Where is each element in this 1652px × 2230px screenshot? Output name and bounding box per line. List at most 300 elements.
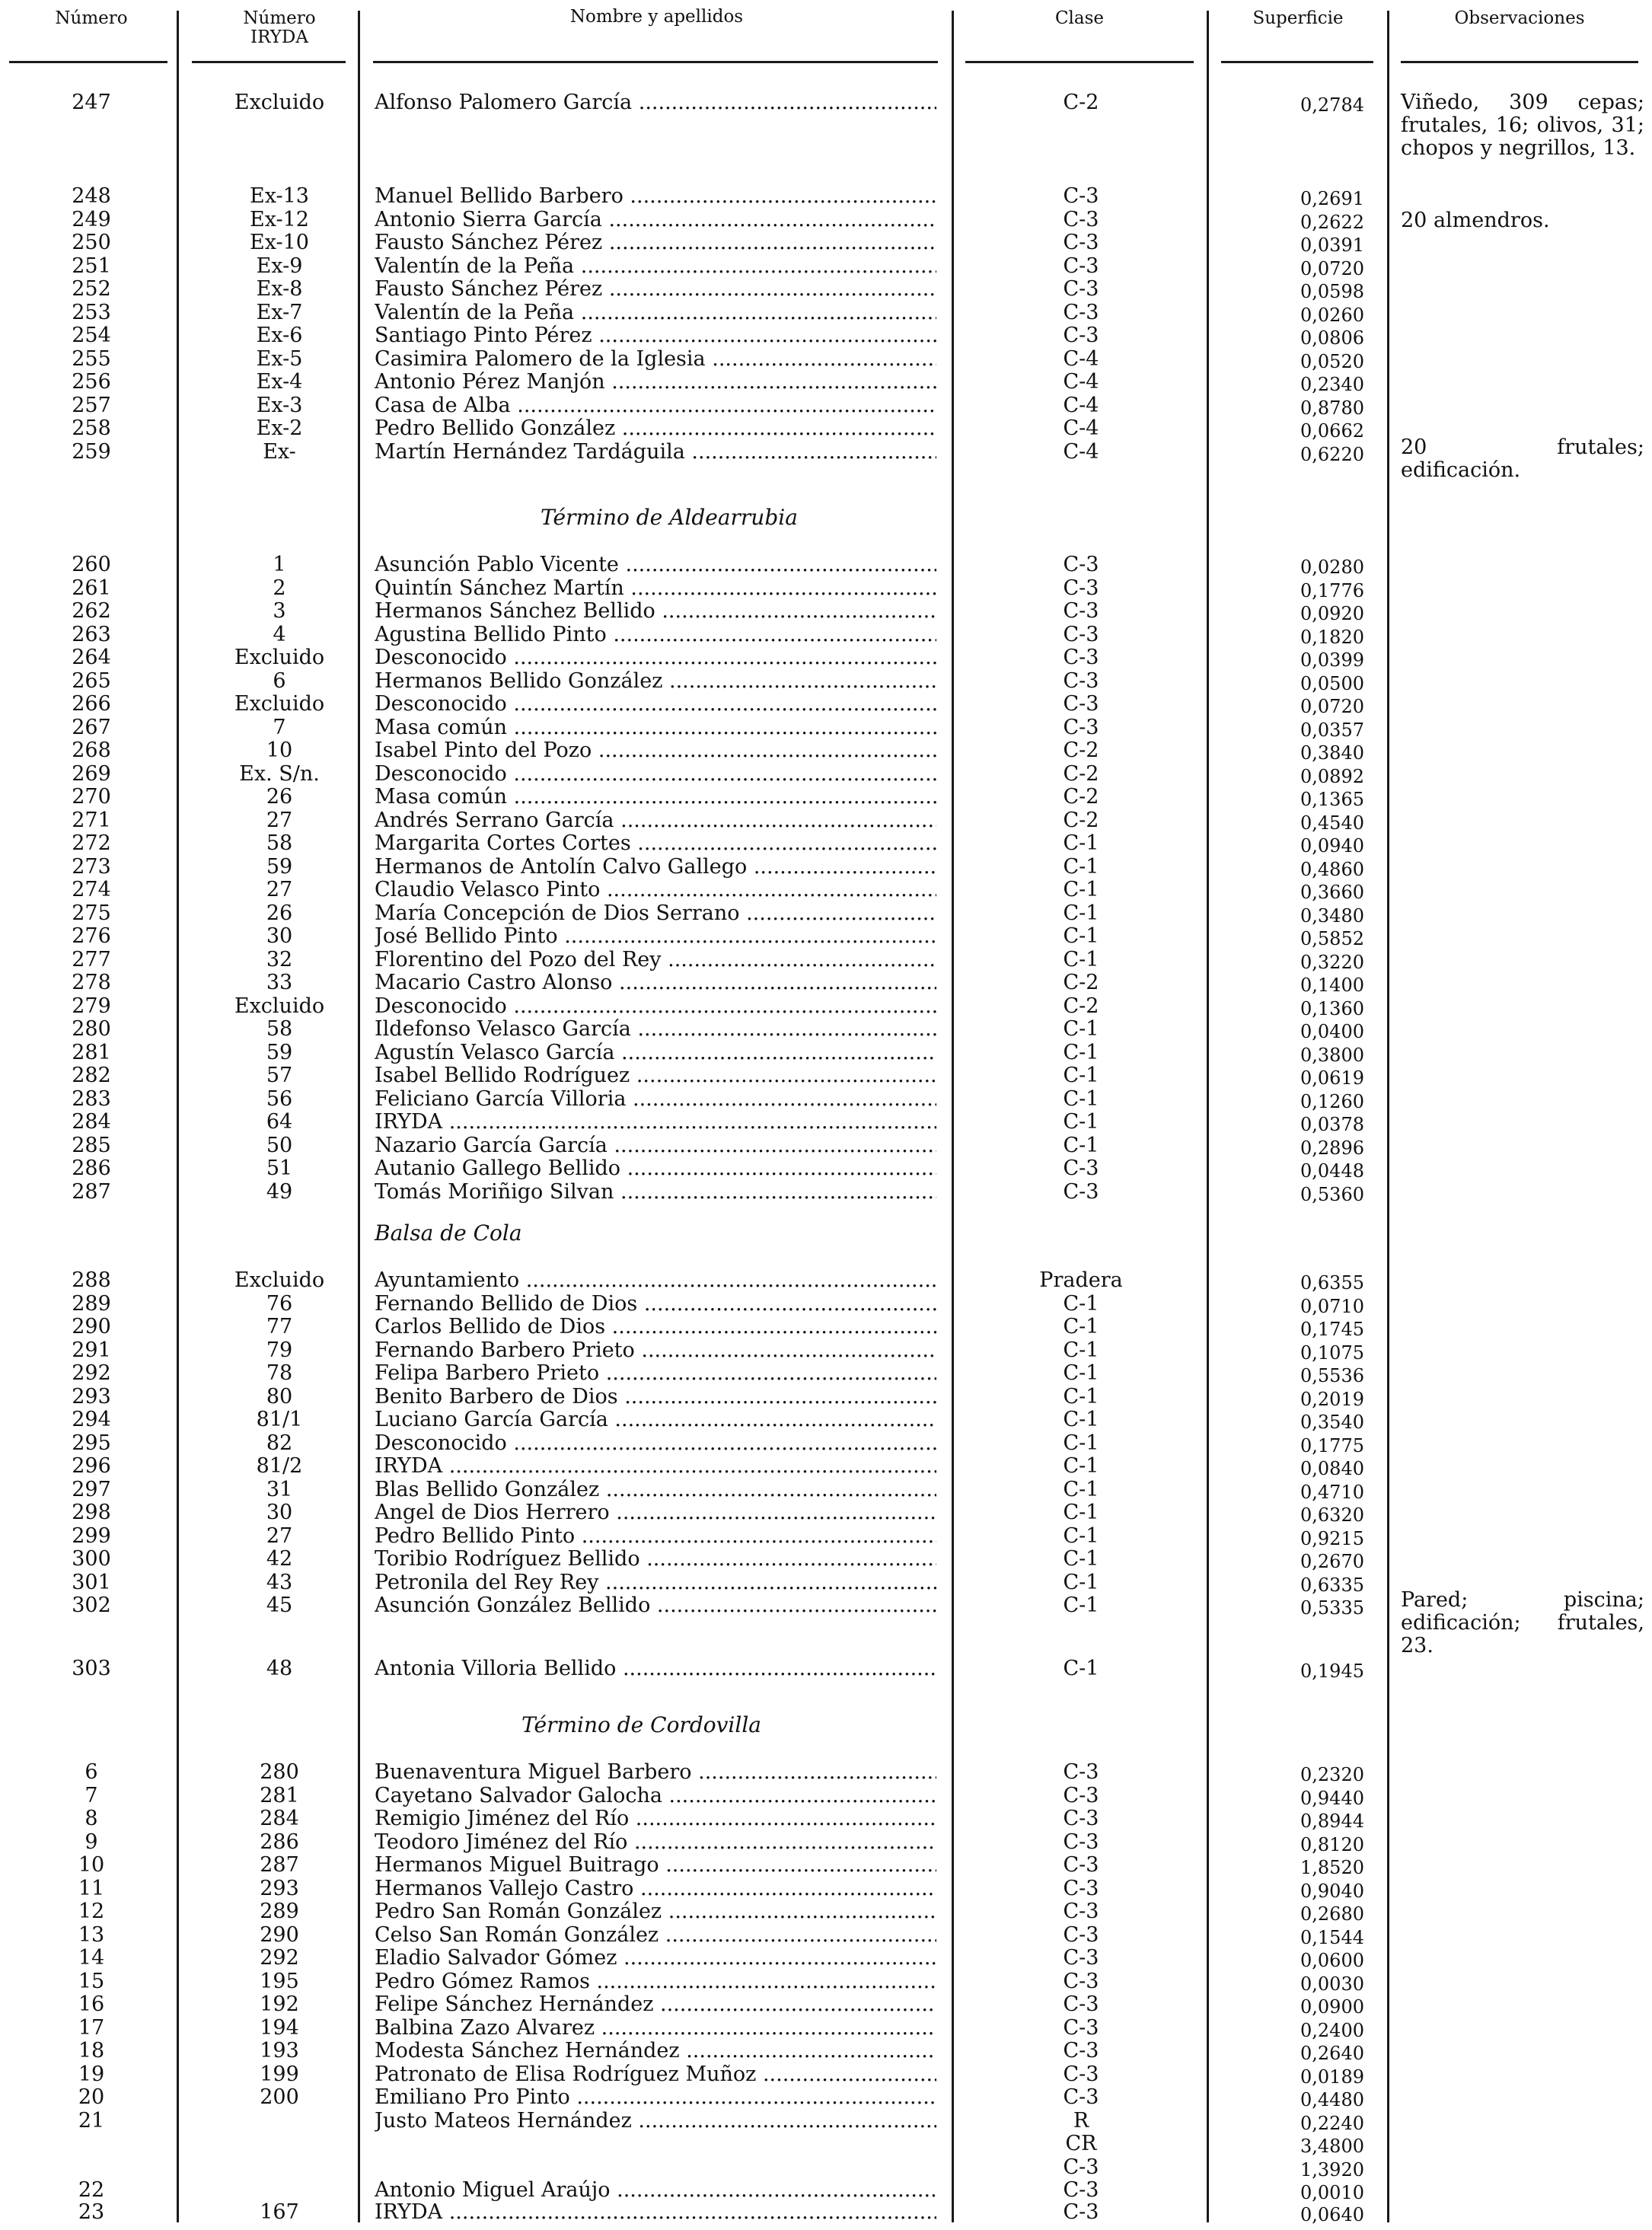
- cell-clase: C-1: [1063, 1064, 1099, 1087]
- cell-clase: C-4: [1063, 370, 1099, 394]
- cell-numero-iryda: 195: [260, 1969, 299, 1993]
- table-row: [0, 1455, 1652, 1478]
- cell-numero: 261: [72, 576, 111, 600]
- cell-numero-iryda: Ex-7: [256, 300, 303, 324]
- cell-superficie: 0,2340: [1300, 374, 1364, 395]
- cell-nombre: Quintín Sánchez Martín .....: [375, 577, 936, 600]
- header-numero-iryda-line2: IRYDA: [250, 27, 308, 47]
- cell-numero: 16: [78, 1992, 105, 2016]
- cell-nombre: Hermanos de Antolín Calvo Gallego .....: [375, 856, 936, 879]
- cell-superficie: 0,0520: [1300, 350, 1364, 372]
- cell-superficie: 3,4800: [1300, 2136, 1364, 2157]
- cell-nombre: Teodoro Jiménez del Río .....: [375, 1831, 936, 1854]
- cell-nombre: Feliciano García Villoria .....: [375, 1088, 936, 1111]
- cell-superficie: 0,4480: [1300, 2089, 1364, 2110]
- observation-259: 20 frutales; edificación.: [1401, 435, 1644, 482]
- table-row: [0, 185, 1652, 208]
- cell-clase: C-3: [1063, 1900, 1099, 1923]
- cell-numero-iryda: Excluido: [234, 91, 325, 114]
- cell-clase: C-1: [1063, 1384, 1099, 1409]
- header-rule: [965, 61, 1194, 63]
- cell-superficie: 0,0280: [1300, 557, 1364, 578]
- cell-superficie: 0,0600: [1300, 1950, 1364, 1971]
- cell-numero: 290: [72, 1315, 111, 1338]
- table-row: [0, 324, 1652, 347]
- cell-superficie: 0,5536: [1300, 1365, 1364, 1386]
- cell-numero: 265: [72, 668, 111, 693]
- cell-numero-iryda: 42: [266, 1547, 293, 1571]
- cell-clase: C-3: [1063, 207, 1099, 231]
- cell-numero-iryda: Ex-: [263, 439, 296, 464]
- cell-clase: C-3: [1063, 1807, 1099, 1830]
- cell-superficie: 0,2670: [1300, 1551, 1364, 1572]
- cell-numero: 8: [85, 1807, 98, 1830]
- cell-numero: 284: [72, 1110, 111, 1134]
- cell-numero-iryda: Ex-12: [250, 207, 309, 231]
- cell-numero-iryda: 59: [266, 1040, 293, 1064]
- table-row: [0, 1134, 1652, 1157]
- cell-numero-iryda: Ex-13: [250, 184, 309, 208]
- table-row: [0, 348, 1652, 371]
- table-row: [0, 278, 1652, 301]
- table-row: [0, 1042, 1652, 1064]
- table-row: [0, 2110, 1652, 2133]
- cell-clase: C-3: [1063, 1946, 1099, 1970]
- cell-superficie: 0,0892: [1300, 765, 1364, 787]
- table-row: [0, 91, 1652, 114]
- cell-superficie: 0,9440: [1300, 1787, 1364, 1809]
- cell-numero: 262: [72, 599, 111, 623]
- table-row: [0, 1807, 1652, 1830]
- table-row: [0, 1761, 1652, 1784]
- cell-numero: 250: [72, 231, 111, 254]
- cell-clase: C-1: [1063, 1657, 1099, 1680]
- cell-superficie: 0,0030: [1300, 1973, 1364, 1995]
- cell-nombre: Valentín de la Peña .....: [375, 301, 936, 324]
- cell-clase: C-1: [1063, 1523, 1099, 1548]
- table-row: [0, 1386, 1652, 1409]
- cell-numero: 254: [72, 324, 111, 347]
- cell-nombre: Florentino del Pozo del Rey .....: [375, 949, 936, 971]
- cell-clase: C-1: [1063, 1454, 1099, 1478]
- cell-superficie: 0,2019: [1300, 1388, 1364, 1410]
- cell-numero-iryda: 3: [273, 599, 286, 623]
- cell-superficie: 0,6355: [1300, 1272, 1364, 1294]
- table-row: [0, 1900, 1652, 1923]
- cell-nombre: Santiago Pinto Pérez .....: [375, 324, 936, 347]
- cell-clase: C-1: [1063, 1338, 1099, 1362]
- cell-clase: C-1: [1063, 1133, 1099, 1157]
- cell-numero: 293: [72, 1384, 111, 1409]
- cell-numero-iryda: 82: [266, 1431, 293, 1455]
- cell-numero: 300: [72, 1547, 111, 1571]
- cell-superficie: 0,0920: [1300, 603, 1364, 624]
- cell-numero: 6: [85, 1760, 98, 1784]
- cell-numero-iryda: Excluido: [234, 1268, 325, 1292]
- cell-clase: C-2: [1063, 971, 1099, 994]
- table-row: [0, 624, 1652, 646]
- cell-numero: 20: [78, 2085, 105, 2109]
- cell-superficie: 0,8944: [1300, 1810, 1364, 1832]
- cell-numero: 269: [72, 761, 111, 786]
- cell-numero-iryda: 58: [266, 831, 293, 855]
- cell-numero: 260: [72, 553, 111, 576]
- table-row: [0, 1548, 1652, 1571]
- cell-numero-iryda: 193: [260, 2039, 299, 2063]
- table-row: [0, 670, 1652, 693]
- cell-superficie: 0,5335: [1300, 1597, 1364, 1619]
- cell-numero: 256: [72, 370, 111, 394]
- cell-clase: C-2: [1063, 739, 1099, 762]
- cell-superficie: 0,4540: [1300, 812, 1364, 834]
- cell-nombre: Antonio Miguel Araújo .....: [375, 2179, 936, 2202]
- table-row: [0, 902, 1652, 925]
- cell-superficie: 0,2784: [1300, 94, 1364, 116]
- cell-numero-iryda: 78: [266, 1361, 293, 1385]
- cell-nombre: Claudio Velasco Pinto .....: [375, 879, 936, 901]
- cell-numero-iryda: Ex-4: [256, 370, 303, 394]
- cell-nombre: Luciano García García .....: [375, 1409, 936, 1431]
- cell-numero-iryda: 79: [266, 1338, 293, 1362]
- cell-superficie: 0,0662: [1300, 420, 1364, 442]
- cell-clase: C-1: [1063, 1315, 1099, 1338]
- header-numero: Número: [55, 8, 128, 28]
- cell-nombre: Manuel Bellido Barbero .....: [375, 185, 936, 208]
- cell-superficie: 0,5852: [1300, 928, 1364, 949]
- cell-superficie: 0,0619: [1300, 1067, 1364, 1089]
- cell-nombre: Agustín Velasco García .....: [375, 1042, 936, 1064]
- cell-nombre: Antonia Villoria Bellido .....: [375, 1657, 936, 1680]
- header-numero-iryda-line1: Número: [243, 8, 316, 28]
- cell-nombre: Antonio Pérez Manjón .....: [375, 371, 936, 394]
- cell-numero: 282: [72, 1064, 111, 1087]
- cell-nombre: Patronato de Elisa Rodríguez Muñoz .....: [375, 2063, 936, 2086]
- cell-numero-iryda: 26: [266, 901, 293, 925]
- cell-numero: 19: [78, 2062, 105, 2086]
- cell-superficie: 1,8520: [1300, 1857, 1364, 1878]
- cell-nombre: Hermanos Miguel Buitrago .....: [375, 1854, 936, 1877]
- cell-clase: C-1: [1063, 1110, 1099, 1134]
- cell-numero-iryda: 30: [266, 924, 293, 948]
- cell-numero-iryda: 30: [266, 1501, 293, 1524]
- cell-clase: C-3: [1063, 1783, 1099, 1807]
- cell-superficie: 0,0391: [1300, 234, 1364, 256]
- cell-numero-iryda: 50: [266, 1133, 293, 1157]
- cell-numero-iryda: 284: [260, 1807, 299, 1830]
- cell-numero-iryda: 51: [266, 1156, 293, 1180]
- cell-clase: C-3: [1063, 1876, 1099, 1900]
- table-row: [0, 2179, 1652, 2202]
- table-row: [0, 2156, 1652, 2179]
- table-row: [0, 371, 1652, 394]
- table-row: [0, 1525, 1652, 1548]
- cell-nombre: Isabel Pinto del Pozo .....: [375, 739, 936, 762]
- cell-numero-iryda: Ex-5: [256, 346, 303, 371]
- table-row: [0, 255, 1652, 278]
- cell-numero: 273: [72, 854, 111, 879]
- cell-clase: C-4: [1063, 393, 1099, 417]
- cell-numero: 286: [72, 1156, 111, 1180]
- table-row: [0, 231, 1652, 254]
- cell-clase: C-1: [1063, 901, 1099, 925]
- cell-nombre: Casa de Alba .....: [375, 394, 936, 417]
- cell-clase: C-1: [1063, 1408, 1099, 1431]
- cell-numero: 278: [72, 971, 111, 994]
- cell-superficie: 0,2320: [1300, 1764, 1364, 1785]
- cell-superficie: 0,6320: [1300, 1504, 1364, 1526]
- cell-numero: 255: [72, 346, 111, 371]
- cell-clase: C-3: [1063, 300, 1099, 324]
- cell-nombre: Hermanos Vallejo Castro .....: [375, 1877, 936, 1900]
- cell-clase: C-2: [1063, 808, 1099, 832]
- cell-superficie: 0,0260: [1300, 304, 1364, 326]
- cell-superficie: 0,0720: [1300, 257, 1364, 279]
- table-row: [0, 971, 1652, 994]
- table-row: [0, 879, 1652, 901]
- table-row: [0, 577, 1652, 600]
- cell-clase: C-3: [1063, 2178, 1099, 2202]
- table-row: [0, 1924, 1652, 1947]
- cell-superficie: 0,1775: [1300, 1434, 1364, 1456]
- cell-numero-iryda: 77: [266, 1315, 293, 1338]
- observation-249: 20 almendros.: [1401, 209, 1550, 232]
- cell-superficie: 0,2640: [1300, 2043, 1364, 2064]
- cell-clase: C-3: [1063, 1992, 1099, 2016]
- table-row: [0, 1157, 1652, 1180]
- cell-nombre: Andrés Serrano García .....: [375, 809, 936, 832]
- cell-nombre: Emiliano Pro Pinto .....: [375, 2086, 936, 2109]
- cell-nombre: Felipa Barbero Prieto .....: [375, 1362, 936, 1385]
- table-row: [0, 1088, 1652, 1111]
- cell-nombre: Pedro San Román González .....: [375, 1900, 936, 1923]
- cell-superficie: 0,3220: [1300, 951, 1364, 973]
- table-row: [0, 1501, 1652, 1524]
- cell-numero: 22: [78, 2178, 105, 2202]
- cell-superficie: 0,1260: [1300, 1090, 1364, 1112]
- table-row: [0, 394, 1652, 417]
- table-row: [0, 1409, 1652, 1431]
- cell-numero: 248: [72, 184, 111, 208]
- cell-superficie: 0,1360: [1300, 997, 1364, 1019]
- cell-numero-iryda: 194: [260, 2015, 299, 2040]
- cell-clase: C-1: [1063, 1361, 1099, 1385]
- cell-superficie: 0,0840: [1300, 1458, 1364, 1479]
- cell-numero: 281: [72, 1040, 111, 1064]
- cell-numero: 291: [72, 1338, 111, 1362]
- cell-numero: 294: [72, 1408, 111, 1431]
- cell-nombre: Isabel Bellido Rodríguez .....: [375, 1064, 936, 1087]
- cell-nombre: Pedro Gómez Ramos .....: [375, 1970, 936, 1993]
- cell-nombre: María Concepción de Dios Serrano .....: [375, 902, 936, 925]
- cell-numero: 259: [72, 439, 111, 464]
- cell-numero-iryda: 167: [260, 2200, 299, 2224]
- cell-nombre: Nazario García García .....: [375, 1134, 936, 1157]
- cell-clase: C-3: [1063, 2062, 1099, 2086]
- cell-numero: 17: [78, 2015, 105, 2040]
- cell-numero: 268: [72, 739, 111, 762]
- cell-clase: C-3: [1063, 1853, 1099, 1877]
- header-rule: [9, 61, 167, 63]
- cell-superficie: 0,4710: [1300, 1481, 1364, 1503]
- cell-superficie: 0,1776: [1300, 579, 1364, 601]
- cell-numero-iryda: 292: [260, 1946, 299, 1970]
- cell-superficie: 0,6335: [1300, 1574, 1364, 1596]
- cell-clase: C-1: [1063, 924, 1099, 948]
- cell-numero-iryda: 57: [266, 1064, 293, 1087]
- section-title-cordovilla: Término de Cordovilla: [521, 1712, 761, 1737]
- cell-numero-iryda: Excluido: [234, 692, 325, 716]
- cell-numero-iryda: 280: [260, 1760, 299, 1784]
- table-row: [0, 1316, 1652, 1338]
- cell-clase: C-1: [1063, 1594, 1099, 1617]
- table-row: [0, 646, 1652, 669]
- table-row: [0, 1479, 1652, 1501]
- table-row: [0, 1181, 1652, 1204]
- cell-superficie: 0,3800: [1300, 1044, 1364, 1066]
- cell-nombre: Toribio Rodríguez Bellido .....: [375, 1548, 936, 1571]
- cell-superficie: 0,8780: [1300, 397, 1364, 419]
- cell-numero: 249: [72, 207, 111, 231]
- cell-nombre: Casimira Palomero de la Iglesia .....: [375, 348, 936, 371]
- cell-nombre: Carlos Bellido de Dios .....: [375, 1316, 936, 1338]
- cell-numero-iryda: Excluido: [234, 646, 325, 669]
- cell-numero-iryda: 48: [266, 1657, 293, 1680]
- cell-superficie: 0,2691: [1300, 188, 1364, 209]
- cell-clase: C-3: [1063, 1830, 1099, 1854]
- cell-superficie: 0,1745: [1300, 1319, 1364, 1340]
- cell-superficie: 0,3480: [1300, 904, 1364, 927]
- cell-numero: 279: [72, 994, 111, 1018]
- cell-nombre: Felipe Sánchez Hernández .....: [375, 1993, 936, 2016]
- cell-superficie: 0,0399: [1300, 649, 1364, 671]
- cell-superficie: 0,0378: [1300, 1114, 1364, 1135]
- header-clase: Clase: [1054, 8, 1105, 28]
- cell-superficie: 0,0940: [1300, 835, 1364, 857]
- cell-numero: 264: [72, 646, 111, 669]
- cell-numero: 267: [72, 715, 111, 739]
- cell-numero: 15: [78, 1969, 105, 1993]
- cell-nombre: Autanio Gallego Bellido .....: [375, 1157, 936, 1180]
- table-row: [0, 1993, 1652, 2016]
- cell-superficie: 0,0010: [1300, 2182, 1364, 2203]
- cell-superficie: 0,0720: [1300, 696, 1364, 717]
- cell-clase: C-3: [1063, 184, 1099, 208]
- cell-nombre: Cayetano Salvador Galocha .....: [375, 1785, 936, 1807]
- cell-nombre: Ayuntamiento .....: [375, 1269, 936, 1292]
- cell-numero: 23: [78, 2200, 105, 2224]
- cell-numero: 289: [72, 1291, 111, 1316]
- table-row: [0, 739, 1652, 762]
- cell-superficie: 0,8120: [1300, 1833, 1364, 1855]
- cell-clase: C-3: [1063, 2085, 1099, 2109]
- cell-nombre: Margarita Cortes Cortes .....: [375, 832, 936, 855]
- cell-nombre: Balbina Zazo Alvarez .....: [375, 2017, 936, 2040]
- table-row: [0, 2201, 1652, 2224]
- cell-numero-iryda: Ex-2: [256, 416, 303, 440]
- cell-clase: C-1: [1063, 947, 1099, 971]
- cell-superficie: 0,0710: [1300, 1295, 1364, 1317]
- table-row: [0, 1785, 1652, 1807]
- cell-superficie: 0,0448: [1300, 1160, 1364, 1182]
- table-row: [0, 2017, 1652, 2040]
- cell-numero: 252: [72, 277, 111, 301]
- cell-nombre: Alfonso Palomero García .....: [375, 91, 936, 114]
- cell-numero-iryda: 76: [266, 1291, 293, 1316]
- cell-superficie: 0,9040: [1300, 1880, 1364, 1902]
- cell-clase: C-1: [1063, 1570, 1099, 1594]
- cell-clase: C-4: [1063, 416, 1099, 440]
- cell-superficie: 1,3920: [1300, 2158, 1364, 2181]
- cell-numero-iryda: 4: [273, 622, 286, 646]
- cell-nombre: Celso San Román González .....: [375, 1924, 936, 1947]
- cell-nombre: Fausto Sánchez Pérez .....: [375, 231, 936, 254]
- cell-numero-iryda: 287: [260, 1853, 299, 1877]
- cell-numero: 258: [72, 416, 111, 440]
- table-row: [0, 763, 1652, 786]
- cell-superficie: 0,0806: [1300, 327, 1364, 349]
- cell-numero: 280: [72, 1017, 111, 1041]
- cell-numero: 247: [72, 91, 111, 114]
- cell-numero-iryda: 27: [266, 808, 293, 832]
- cell-clase: C-1: [1063, 1431, 1099, 1455]
- cell-clase: C-1: [1063, 1501, 1099, 1524]
- cell-clase: C-1: [1063, 1291, 1099, 1316]
- header-rule: [373, 61, 938, 63]
- cell-clase: C-3: [1063, 324, 1099, 347]
- cell-superficie: 0,1400: [1300, 975, 1364, 996]
- cell-numero-iryda: 286: [260, 1830, 299, 1854]
- cell-clase: C-1: [1063, 831, 1099, 855]
- cell-clase: C-3: [1063, 254, 1099, 278]
- cell-numero: 295: [72, 1431, 111, 1455]
- cell-superficie: 0,2680: [1300, 1903, 1364, 1925]
- header-superficie: Superficie: [1252, 8, 1344, 28]
- cell-numero: 251: [72, 254, 111, 278]
- cell-numero: 272: [72, 831, 111, 855]
- cell-clase: C-3: [1063, 1156, 1099, 1180]
- cell-numero: 283: [72, 1086, 111, 1111]
- cell-numero-iryda: 26: [266, 785, 293, 809]
- cell-numero: 10: [78, 1853, 105, 1877]
- cell-numero-iryda: Ex. S/n.: [239, 761, 320, 786]
- cell-nombre: Desconocido .....: [375, 1432, 936, 1455]
- cell-numero-iryda: 199: [260, 2062, 299, 2086]
- table-row: [0, 693, 1652, 716]
- cell-numero-iryda: 1: [273, 553, 286, 576]
- cell-numero-iryda: 2: [273, 576, 286, 600]
- table-row: [0, 809, 1652, 832]
- table-row: [0, 2133, 1652, 2155]
- cell-numero: 302: [72, 1594, 111, 1617]
- cell-superficie: 0,0400: [1300, 1021, 1364, 1042]
- table-row: [0, 2086, 1652, 2109]
- cell-numero-iryda: Ex-10: [250, 231, 309, 254]
- cell-numero-iryda: Ex-3: [256, 393, 303, 417]
- cell-superficie: 0,1820: [1300, 626, 1364, 648]
- cell-numero: 18: [78, 2039, 105, 2063]
- cell-numero: 9: [85, 1830, 98, 1854]
- cell-clase: C-4: [1063, 346, 1099, 371]
- table-row: [0, 1018, 1652, 1041]
- cell-superficie: 0,0500: [1300, 672, 1364, 694]
- header-rule: [1401, 61, 1638, 63]
- cell-numero-iryda: Ex-9: [256, 254, 303, 278]
- table-row: [0, 301, 1652, 324]
- cell-numero-iryda: 27: [266, 878, 293, 901]
- cell-numero-iryda: 27: [266, 1523, 293, 1548]
- section-title-aldearrubia: Término de Aldearrubia: [541, 505, 798, 530]
- cell-numero-iryda: 45: [266, 1594, 293, 1617]
